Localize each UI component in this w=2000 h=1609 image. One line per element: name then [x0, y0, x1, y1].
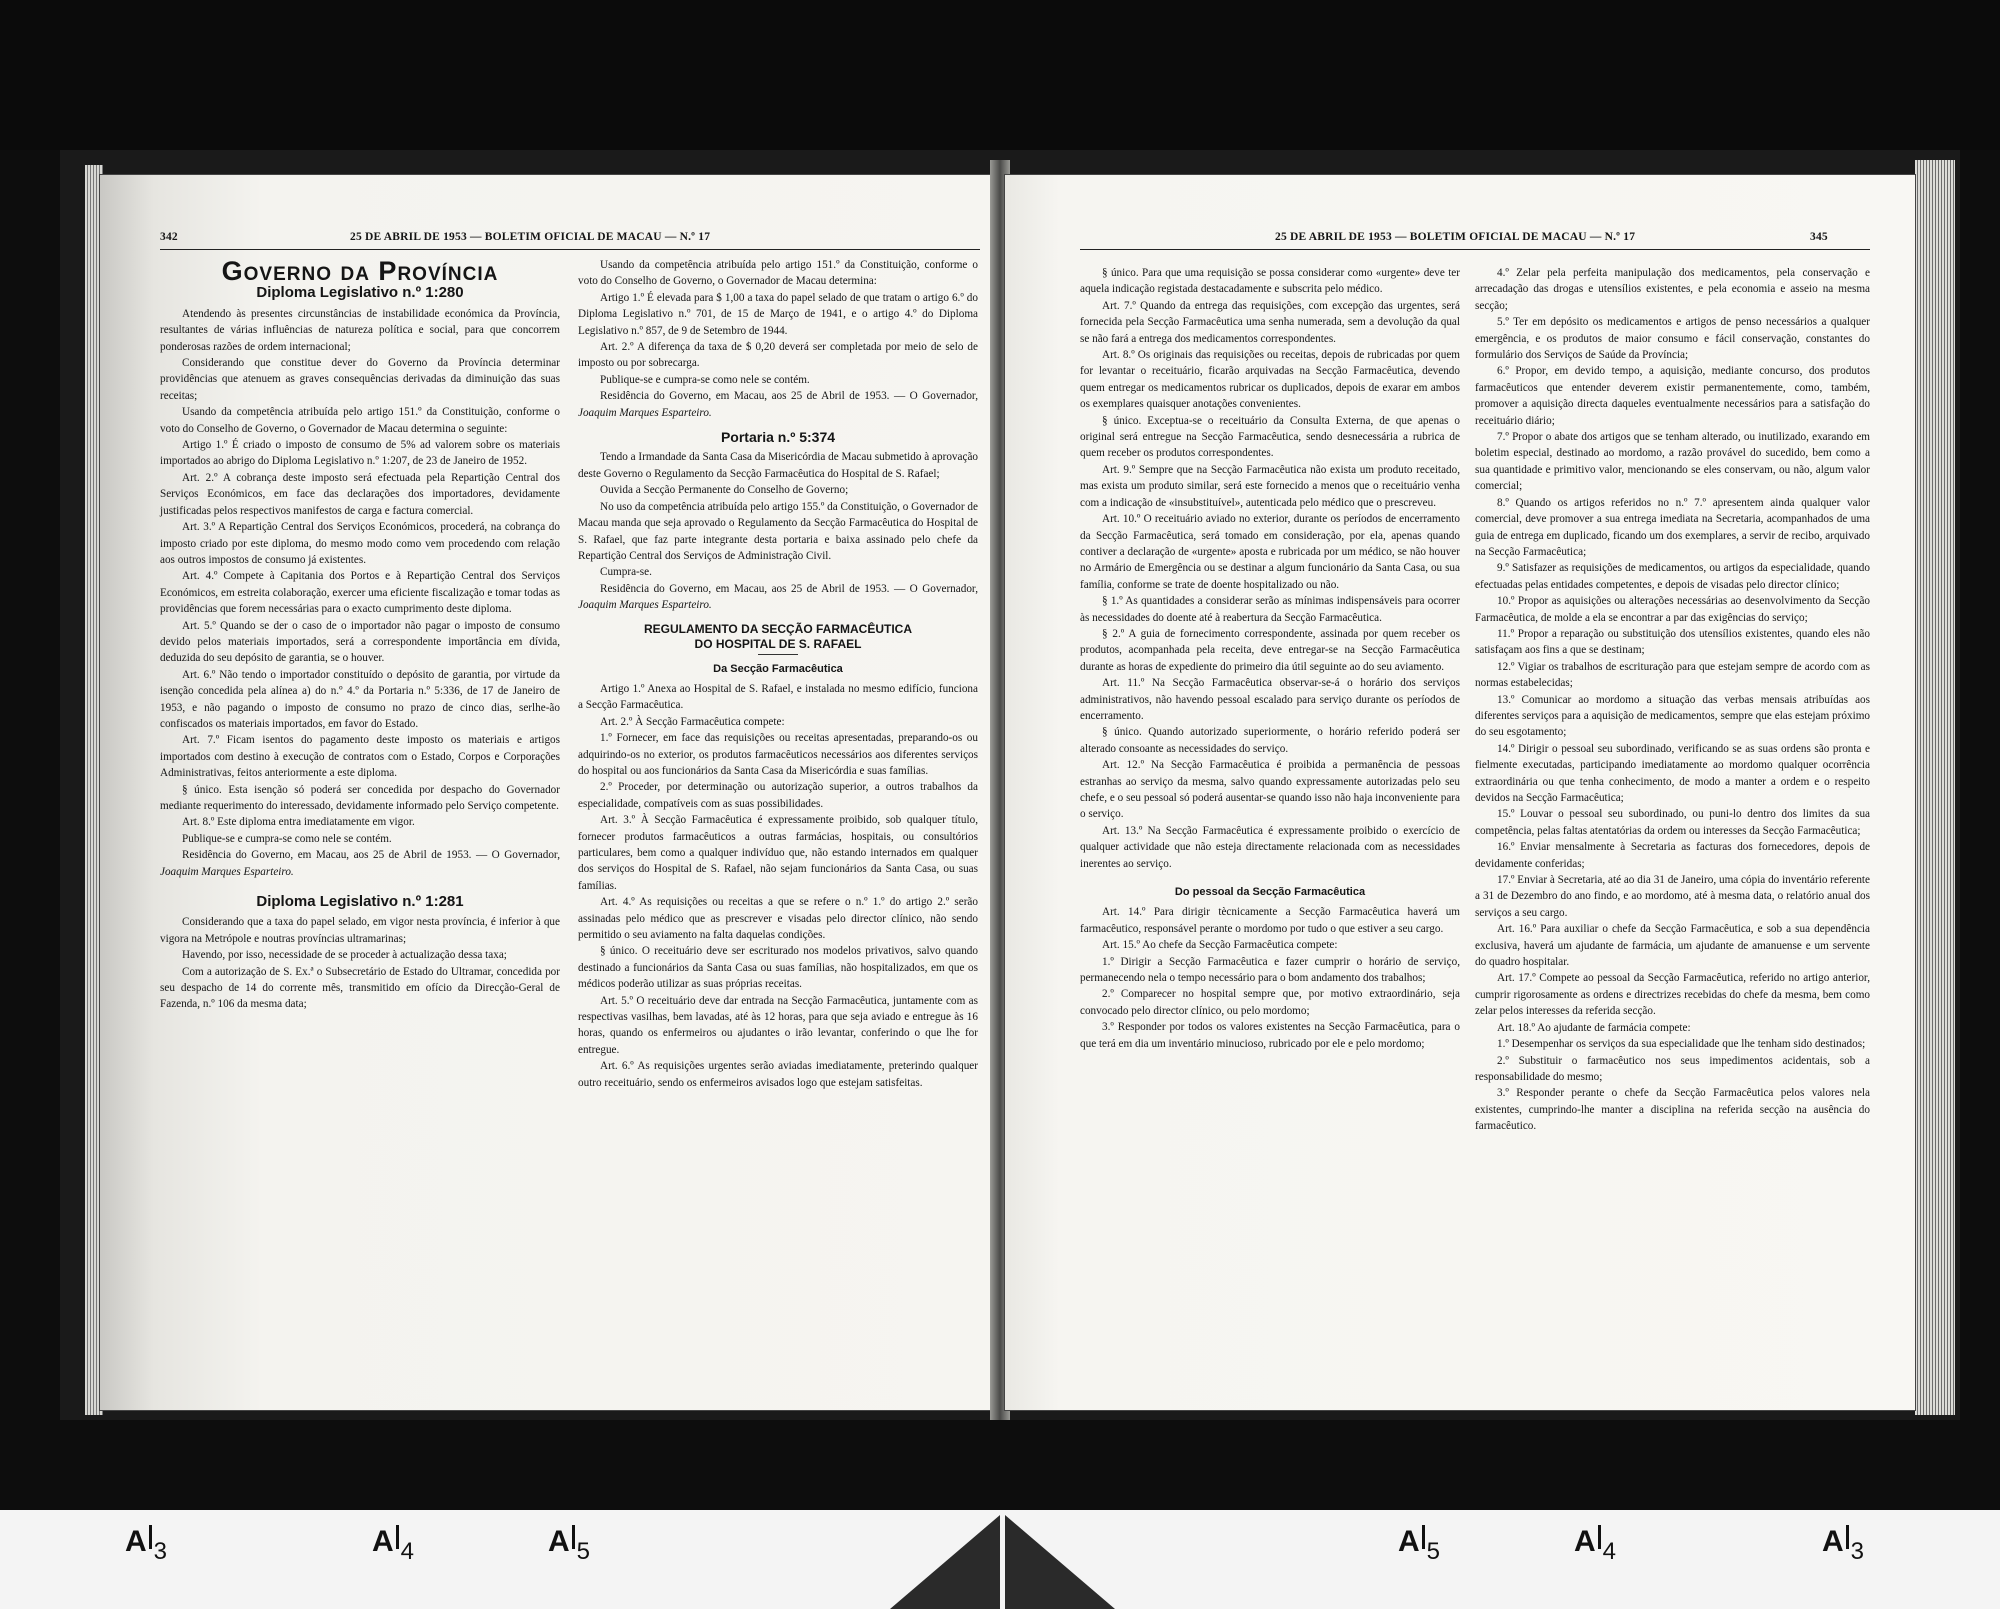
paragraph: Art. 12.º Na Secção Farmacêutica é proibida a permanência de pessoas estranhas ao serviço da mesma, salvo quando expressamente autorizadas pelo seu chefe, e o seu pessoal só poderá ausentar-se quando isso não haja inconveniente para o serviço. — [1080, 759, 1460, 821]
paragraph: Art. 7.º Ficam isentos do pagamento deste imposto os materiais e artigos importados com destino à execução de contratos com o Estado, Corpos e Corporações Administrativas, feitos anteriormente a este diploma. — [160, 734, 560, 780]
tab-letter: A — [548, 1525, 570, 1558]
paragraph: Art. 11.º Na Secção Farmacêutica observar-se-á o horário dos serviços administrativos, não havendo pessoal escalado para serviço durante os períodos de encerramento. — [1080, 677, 1460, 722]
paragraph: Art. 3.º À Secção Farmacêutica é expressamente proibido, sob qualquer título, fornecer produtos farmacêuticos a outras farmácias, hospitais, ou consultórios particulares, bem como a qualquer indivíduo que, não estando internados em qualquer dos serviços do Hospital de S. Rafael, não sejam funcionários da Santa Casa, ou suas famílias. — [578, 814, 978, 892]
tab-number: 4 — [1602, 1538, 1617, 1565]
paragraph: Art. 2.º A cobrança deste imposto será efectuada pela Repartição Central dos Serviços Económicos, em face das declarações dos importadores, devidamente justificadas pelos respectivos manifestos de carga e factura comercial. — [160, 471, 560, 517]
paragraph: Art. 6.º Não tendo o importador constituído o depósito de garantia, por virtude da isenção concedida pela alínea a) do n.º 4.º da Portaria n.º 5:336, de 17 de Janeiro de 1953, e não pagando o imposto de consumo no prazo de cinco dias, serlhe-ão confiscados os materiais importados, em favor do Estado. — [160, 668, 560, 730]
paragraph: Art. 6.º As requisições urgentes serão aviadas imediatamente, preterindo qualquer outro receituário, sendo os enfermeiros avisados logo que estejam satisfeitas. — [578, 1060, 978, 1089]
paragraph: 5.º Ter em depósito os medicamentos e artigos de penso necessários a qualquer emergência, e os produtos de maior consumo e fácil conservação, constantes do formulário dos Serviços de Saúde da Província; — [1475, 316, 1870, 362]
paragraph: Considerando que a taxa do papel selado, em vigor nesta província, é inferior à que vigora na Metrópole e noutras províncias ultramarinas; — [160, 916, 560, 945]
paragraph: § único. Quando autorizado superiormente, o horário referido poderá ser alterado consoante as necessidades do serviço. — [1080, 726, 1460, 755]
paragraph: Art. 5.º Quando se der o caso de o importador não pagar o imposto de consumo devido pelos materiais importados, será a correspondente importância em dívida, deduzida do seu depósito de garantia, se o houver. — [160, 619, 560, 665]
left-running-title: 25 DE ABRIL DE 1953 — BOLETIM OFICIAL DE MACAU — N.º 17 — [350, 231, 711, 243]
governor-signature: Joaquim Marques Esparteiro. — [578, 406, 712, 419]
paragraph: 10.º Propor as aquisições ou alterações necessárias ao desenvolvimento da Secção Farmacêutica, de molde a ela se encontrar a par das exigências do serviço; — [1475, 595, 1870, 624]
paragraph: Art. 14.º Para dirigir tècnicamente a Secção Farmacêutica haverá um farmacêutico, responsável perante o mordomo por tudo o que estiver a seu cargo. — [1080, 906, 1460, 935]
paragraph: Ouvida a Secção Permanente do Conselho de Governo; — [600, 484, 849, 497]
tab-marker — [125, 1525, 168, 1565]
paragraph: Artigo 1.º É elevada para $ 1,00 a taxa do papel selado de que tratam o artigo 6.º do Diploma Legislativo n.º 701, de 15 de Março de 1941, e o artigo 4.º do Diploma Legislativo n.º 857, de 9 de Setembro de 1944. — [578, 291, 978, 337]
paragraph: § único. O receituário deve ser escriturado nos modelos privativos, salvo quando destinado a funcionários da Santa Casa ou suas famílias, não hospitalizados, em que os médicos poderão utilizar as suas próprias receitas. — [578, 945, 978, 991]
paragraph: § 2.º A guia de fornecimento correspondente, assinada por quem receber os produtos, acompanhada pela receita, deve entregar-se na Secção Farmacêutica durante as horas de expediente do primeiro dia útil seguinte ao do seu aviamento. — [1080, 627, 1460, 673]
tab-number: 4 — [400, 1538, 415, 1565]
section-title: Do pessoal da Secção Farmacêutica — [1174, 886, 1366, 899]
right-page-edges — [1915, 160, 1955, 1415]
right-head-rule — [1080, 249, 1870, 250]
regulation-title-line-1: REGULAMENTO DA SECÇÃO FARMACÊUTICA — [643, 621, 912, 636]
paragraph: 9.º Satisfazer as requisições de medicamentos, ou artigos da especialidade, quando efectuadas pelas entidades competentes, e depois de visadas pelo director clínico; — [1475, 562, 1870, 591]
tab-number: 3 — [153, 1538, 168, 1565]
paragraph: 8.º Quando os artigos referidos no n.º 7.º apresentem ainda qualquer valor comercial, deve promover a sua entrega imediata na Secretaria, acompanhados de uma guia de entrega em duplicado, ficando um dos exemplares, a servir de recibo, arquivado na Secção Farmacêutica; — [1475, 496, 1870, 558]
left-column-1 — [160, 256, 560, 1013]
paragraph: Art. 7.º Quando da entrega das requisições, com excepção das urgentes, será fornecida pela Secção Farmacêutica uma senha numerada, sem a devolução da qual se não fará a entrega dos medicamentos correspondentes. — [1080, 299, 1460, 345]
decree-1280-title: Diploma Legislativo n.º 1:280 — [256, 284, 464, 302]
scan-background-top — [0, 0, 2000, 150]
tab-marker — [1822, 1525, 1865, 1565]
paragraph: Artigo 1.º É criado o imposto de consumo de 5% ad valorem sobre os materiais importados ao abrigo do Diploma Legislativo n.º 1:207, de 23 de Janeiro de 1952. — [160, 439, 560, 468]
paragraph: Atendendo às presentes circunstâncias de instabilidade económica da Província, resultantes de várias influências de natureza política e social, para que concorrem ponderosas razões de ordem internacional; — [160, 307, 560, 353]
governor-signature: Joaquim Marques Esparteiro. — [160, 865, 294, 878]
paragraph: Art. 17.º Compete ao pessoal da Secção Farmacêutica, referido no artigo anterior, cumprir rigorosamente as ordens e directrizes recebidas do chefe da mesma, bem como zelar pelos interesses da referida secção. — [1475, 972, 1870, 1018]
paragraph: Tendo a Irmandade da Santa Casa da Misericórdia de Macau submetido à aprovação deste Governo o Regulamento da Secção Farmacêutica do Hospital de S. Rafael; — [578, 451, 978, 480]
left-fold-triangle — [890, 1515, 1000, 1609]
signature-text: Residência do Governo, em Macau, aos 25 de Abril de 1953. — O Governador, — [182, 849, 560, 862]
paragraph: Considerando que constitue dever do Governo da Província determinar providências que atenuem as graves consequências derivadas da diminuição das suas receitas; — [160, 357, 560, 402]
right-page — [1005, 175, 1915, 1410]
divider — [758, 654, 798, 655]
signature-paragraph — [578, 581, 978, 614]
paragraph: Publique-se e cumpra-se como nele se contém. — [600, 373, 810, 386]
tab-marker — [1574, 1525, 1617, 1565]
section-title: Da Secção Farmacêutica — [713, 662, 843, 675]
paragraph: Art. 2.º A diferença da taxa de $ 0,20 deverá ser completada por meio de selo de imposto ou por sobrecarga. — [578, 341, 978, 370]
portaria-title: Portaria n.º 5:374 — [720, 429, 836, 446]
signature-paragraph — [160, 847, 560, 880]
paragraph: Art. 4.º As requisições ou receitas a que se refere o n.º 1.º do artigo 2.º serão assinadas pelo médico que as prescrever e visadas pelo director clínico, não sendo permitido o seu aviamento na falta daquelas condições. — [578, 896, 978, 942]
tab-marker — [372, 1525, 415, 1565]
paragraph: 3.º Responder perante o chefe da Secção Farmacêutica pelos valores nela existentes, cumprindo-lhe manter a disciplina na referida secção na ausência do farmacêutico. — [1475, 1087, 1870, 1133]
paragraph: § único. Para que uma requisição se possa considerar como «urgente» deve ter aquela indicação registada destacadamente e subscrita pelo médico. — [1080, 267, 1460, 296]
paragraph: Art. 8.º Este diploma entra imediatamente em vigor. — [182, 816, 415, 829]
paragraph: Art. 10.º O receituário aviado no exterior, durante os períodos de encerramento da Secção Farmacêutica, será tomado em consideração, por ela, apenas quando contiver a declaração de «urgente» aposta e rubricada por um médico, se não houver no Armário de Emergência ou se destinar a algum funcionário da Santa Casa, ou sua família, conforme se trate de doente hospitalizado ou não. — [1080, 513, 1460, 591]
paragraph: No uso da competência atribuída pelo artigo 155.º da Constituição, o Governador de Macau manda que seja aprovado o Regulamento da Secção Farmacêutica do Hospital de S. Rafael, que faz parte integrante desta portaria e baixa assinado pelo chefe da Repartição Central dos Serviços de Administração Civil. — [578, 500, 978, 562]
paragraph: Art. 2.º À Secção Farmacêutica compete: — [600, 715, 785, 728]
left-page-number: 342 — [160, 231, 178, 243]
paragraph: Art. 4.º Compete à Capitania dos Portos e à Repartição Central dos Serviços Económicos, em estreita colaboração, exercer uma eficiente fiscalização e tomar todas as providências que forem necessárias para o exacto cumprimento deste diploma. — [160, 570, 560, 616]
paragraph: Havendo, por isso, necessidade de se proceder à actualização dessa taxa; — [182, 949, 507, 962]
paragraph: 17.º Enviar à Secretaria, até ao dia 31 de Janeiro, uma cópia do inventário referente a 31 de Dezembro do ano findo, e ao mordomo, até à mesma data, o relatório anual dos serviços a seu cargo. — [1475, 874, 1870, 919]
paragraph: § único. Exceptua-se o receituário da Consulta Externa, de que apenas o original será entregue na Secção Farmacêutica, sendo desnecessária a rubrica de quem receber os produtos correspondentes. — [1080, 414, 1460, 460]
paragraph: 11.º Propor a reparação ou substituição dos utensílios existentes, quando eles não satisfaçam aos fins a que se destinam; — [1475, 627, 1870, 657]
paragraph: 2.º Substituir o farmacêutico nos seus impedimentos acidentais, sob a responsabilidade do mesmo; — [1475, 1054, 1870, 1083]
tab-letter: A — [372, 1525, 394, 1558]
signature-text: Residência do Governo, em Macau, aos 25 de Abril de 1953. — O Governador, — [600, 582, 978, 595]
paragraph: Art. 16.º Para auxiliar o chefe da Secção Farmacêutica, e sob a sua dependência exclusiva, haverá um ajudante de farmácia, um ajudante de amanuense e um servente do quadro hospitalar. — [1475, 923, 1870, 969]
paragraph: 14.º Dirigir o pessoal seu subordinado, verificando se as suas ordens são pronta e fielmente executadas, participando imediatamente ao mordomo qualquer ocorrência extraordinária ou que tenha conhecimento, de modo a manter a ordem e o respeito devidos na Secção Farmacêutica; — [1475, 742, 1870, 804]
tab-letter: A — [1574, 1525, 1596, 1558]
signature-text: Residência do Governo, em Macau, aos 25 de Abril de 1953. — O Governador, — [600, 390, 978, 403]
tab-number: 5 — [576, 1538, 591, 1565]
tab-marker — [548, 1525, 591, 1565]
tab-letter: A — [125, 1525, 147, 1558]
paragraph: 1.º Desempenhar os serviços da sua especialidade que lhe tenham sido destinados; — [1497, 1038, 1866, 1051]
right-column-2 — [1475, 265, 1870, 1135]
signature-paragraph — [578, 388, 978, 421]
paragraph: 1.º Dirigir a Secção Farmacêutica e fazer cumprir o horário de serviço, permanecendo nela o tempo necessário para o bom andamento dos trabalhos; — [1080, 955, 1460, 985]
right-running-title: 25 DE ABRIL DE 1953 — BOLETIM OFICIAL DE MACAU — N.º 17 — [1275, 231, 1636, 243]
paragraph: Publique-se e cumpra-se como nele se contém. — [182, 832, 392, 845]
tab-marker — [1398, 1525, 1441, 1565]
paragraph: Art. 13.º Na Secção Farmacêutica é expressamente proibido o exercício de qualquer actividade que não esteja directamente relacionada com as necessidades inerentes ao serviço. — [1080, 824, 1460, 870]
paragraph: Usando da competência atribuída pelo artigo 151.º da Constituição, conforme o voto do Conselho de Governo, o Governador de Macau determina: — [578, 259, 978, 288]
paragraph: Artigo 1.º Anexa ao Hospital de S. Rafael, e instalada no mesmo edifício, funciona a Secção Farmacêutica. — [578, 682, 978, 712]
province-title: Governo da Província — [221, 256, 499, 286]
right-fold-triangle — [1005, 1515, 1115, 1609]
paragraph: Art. 18.º Ao ajudante de farmácia compete: — [1497, 1021, 1691, 1034]
paragraph: Art. 15.º Ao chefe da Secção Farmacêutica compete: — [1102, 939, 1338, 952]
paragraph: 6.º Propor, em devido tempo, a aquisição, mediante concurso, dos produtos farmacêuticos que entender deverem existir permanentemente, como, também, promover a aquisição directa daqueles eventualmente necessários para a satisfação do receituário diário; — [1475, 365, 1870, 427]
tab-number: 5 — [1426, 1538, 1441, 1565]
paragraph: 12.º Vigiar os trabalhos de escrituração para que estejam sempre de acordo com as normas estabelecidas; — [1475, 660, 1870, 690]
left-column-2 — [578, 257, 978, 1091]
paragraph: 4.º Zelar pela perfeita manipulação dos medicamentos, pela conservação e arrecadação das drogas e utensílios existentes, e pela economia e asseio na mesma secção; — [1475, 267, 1870, 312]
tab-letter: A — [1398, 1525, 1420, 1558]
paragraph: 2.º Comparecer no hospital sempre que, por motivo extraordinário, seja convocado pelo director clínico, ou pelo mordomo; — [1080, 988, 1460, 1017]
decree-1281-title: Diploma Legislativo n.º 1:281 — [256, 893, 464, 911]
paragraph: 13.º Comunicar ao mordomo a situação das verbas mensais atribuídas aos diferentes serviços para a aquisição de medicamentos, sempre que elas estejam próximo do seu esgotamento; — [1475, 693, 1870, 739]
paragraph: Art. 9.º Sempre que na Secção Farmacêutica não exista um produto receitado, mas exista um produto similar, será este fornecido a menos que o receituário venha com a indicação de «insubstituível», autenticada pelo médico que o prescreveu. — [1080, 463, 1460, 509]
right-column-1 — [1080, 265, 1460, 1052]
paragraph: Art. 5.º O receituário deve dar entrada na Secção Farmacêutica, juntamente com as respectivas vasilhas, bem lavadas, até às 12 horas, para que seja aviado e entregue às 16 horas, quando os enfermeiros ou ajudantes o irão levantar, conferindo o que lhe for entregue. — [578, 994, 978, 1056]
regulation-title — [578, 622, 978, 652]
paragraph: 16.º Enviar mensalmente à Secretaria as facturas dos fornecedores, depois de devidamente conferidas; — [1475, 841, 1870, 870]
paragraph: 1.º Fornecer, em face das requisições ou receitas apresentadas, preparando-os ou adquirindo-os no exterior, os produtos farmacêuticos necessários aos diferentes serviços do hospital ou aos funcionários da Santa Casa da Misericórdia e suas famílias. — [578, 732, 978, 777]
paragraph: § único. Esta isenção só poderá ser concedida por despacho do Governador mediante requerimento do interessado, devidamente informado pelo Serviço competente. — [160, 783, 560, 812]
paragraph: § 1.º As quantidades a considerar serão as mínimas indispensáveis para ocorrer às necessidades do doente até à reabertura da Secção Farmacêutica. — [1080, 595, 1460, 624]
paragraph: Usando da competência atribuída pelo artigo 151.º da Constituição, conforme o voto do Conselho de Governo, o Governador de Macau determina o seguinte: — [160, 406, 560, 435]
tab-strip — [0, 1510, 2000, 1609]
right-page-number: 345 — [1810, 231, 1828, 243]
governor-signature: Joaquim Marques Esparteiro. — [578, 599, 712, 612]
tab-number: 3 — [1850, 1538, 1865, 1565]
paragraph: Art. 3.º A Repartição Central dos Serviços Económicos, procederá, na cobrança do imposto criado por este diploma, do mesmo modo como vem procedendo com relação aos outros impostos de consumo já existentes. — [160, 521, 560, 566]
paragraph: 2.º Proceder, por determinação ou autorização superior, a outros trabalhos da especialidade, compatíveis com as suas possibilidades. — [578, 781, 978, 810]
paragraph: Cumpra-se. — [600, 566, 652, 579]
paragraph: 3.º Responder por todos os valores existentes na Secção Farmacêutica, para o que terá em dia um inventário minucioso, rubricado por ele e pelo mordomo; — [1080, 1021, 1460, 1050]
left-head-rule — [160, 249, 980, 250]
paragraph: 15.º Louvar o pessoal seu subordinado, ou puni-lo dentro dos limites da sua competência, pelas faltas atentatórias da ordem ou interesses da Secção Farmacêutica; — [1475, 808, 1870, 837]
regulation-title-line-2: DO HOSPITAL DE S. RAFAEL — [694, 636, 862, 651]
paragraph: 7.º Propor o abate dos artigos que se tenham alterado, ou inutilizado, exarando em boletim especial, destinado ao mordomo, a razão provável do sucedido, bem como a sua quantidade e primitivo valor, mencionando se eles conservam, ou não, algum valor comercial; — [1475, 431, 1870, 493]
paragraph: Com a autorização de S. Ex.ª o Subsecretário de Estado do Ultramar, concedida por seu despacho de 14 do corrente mês, transmitido em ofício da Direcção-Geral de Fazenda, n.º 106 da mesma data; — [160, 965, 560, 1011]
tab-letter: A — [1822, 1525, 1844, 1558]
paragraph: Art. 8.º Os originais das requisições ou receitas, depois de rubricadas por quem for levantar o receituário, ficarão arquivadas na Secção Farmacêutica, devendo quem entregar os medicamentos rubricar os duplicados, depois de exarar em ambos os exemplares quaisquer anotações convenientes. — [1080, 349, 1460, 411]
left-page — [100, 175, 1000, 1410]
